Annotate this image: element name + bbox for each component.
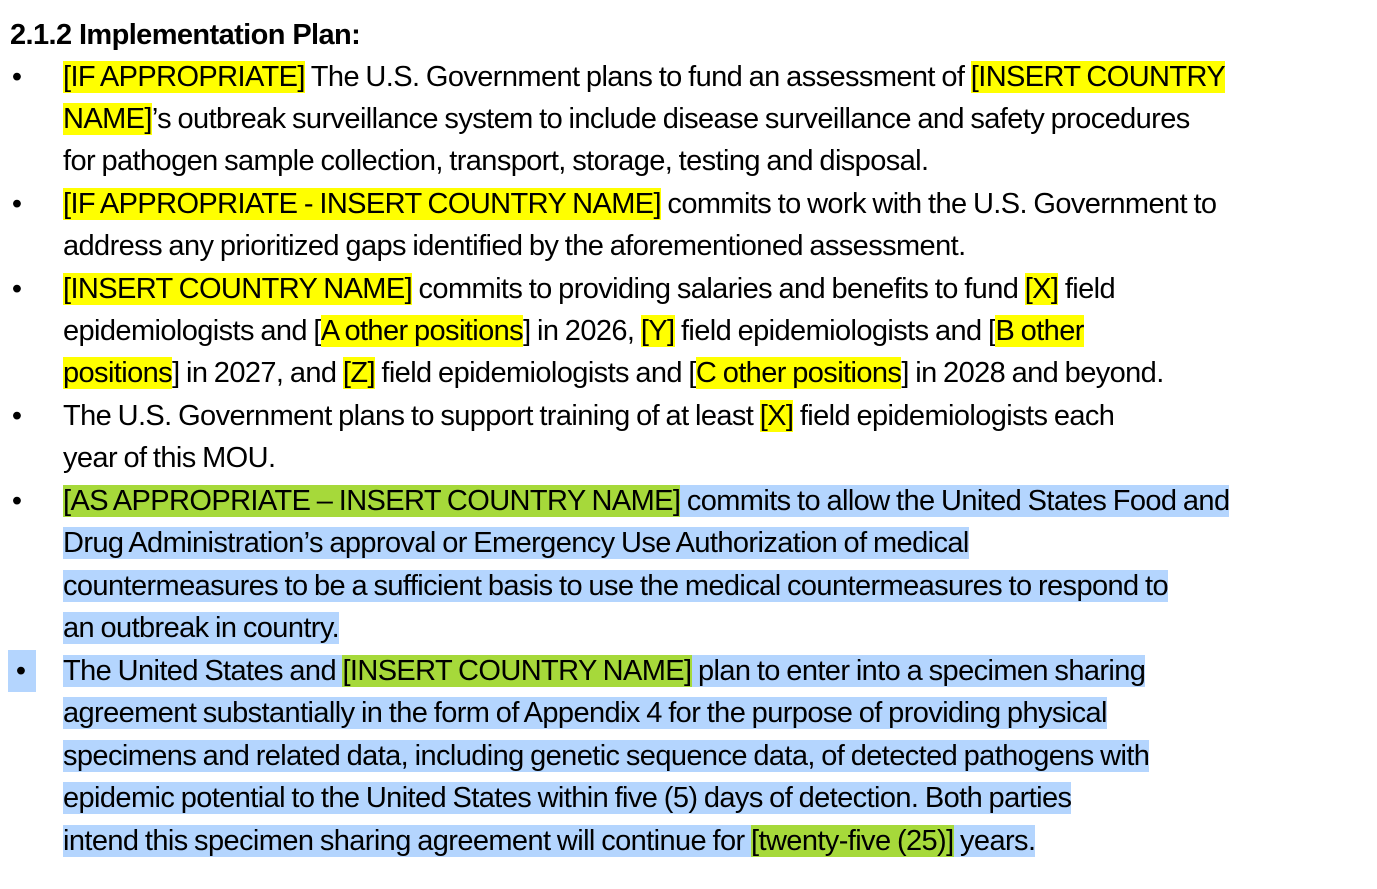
bullet-icon: •	[11, 400, 23, 432]
paragraph-line[interactable]	[63, 56, 1225, 98]
selected-text-run: countermeasures to be a sufficient basis to use the medical countermeasures to respond to	[63, 570, 1168, 602]
bullet-icon: •	[8, 650, 36, 692]
text-run: year of this MOU.	[63, 442, 276, 474]
text-run: commits to work with the U.S. Government to	[660, 188, 1217, 220]
placeholder-highlight: [X]	[1024, 273, 1059, 305]
selected-text-run: intend this specimen sharing agreement will continue for	[63, 825, 752, 857]
bullet-icon: •	[11, 273, 23, 305]
text-run: ] in 2027, and	[172, 357, 343, 389]
placeholder-highlight: [INSERT COUNTRY NAME]	[63, 273, 413, 305]
placeholder-highlight: [AS APPROPRIATE – INSERT COUNTRY NAME]	[63, 485, 681, 517]
placeholder-highlight: A other positions	[320, 315, 524, 347]
bullet-icon: •	[11, 61, 23, 93]
placeholder-highlight: NAME]	[63, 103, 152, 135]
placeholder-highlight: [INSERT COUNTRY	[970, 61, 1226, 93]
placeholder-highlight: positions	[63, 357, 173, 389]
selected-text-run: an outbreak in country.	[63, 612, 340, 644]
text-run: The U.S. Government plans to fund an assessment of	[304, 61, 971, 93]
bullet-icon: •	[11, 485, 23, 517]
paragraph-line[interactable]	[63, 735, 1149, 777]
selected-text-run: plan to enter into a specimen sharing	[691, 655, 1146, 687]
paragraph-line[interactable]	[63, 310, 1084, 352]
paragraph-line[interactable]	[63, 565, 1168, 607]
placeholder-highlight: [Y]	[640, 315, 675, 347]
bullet-icon: •	[11, 188, 23, 220]
section-heading: 2.1.2 Implementation Plan:	[10, 19, 361, 51]
placeholder-highlight: [twenty-five (25)]	[751, 825, 954, 857]
paragraph-line[interactable]	[63, 820, 1035, 862]
text-run: field	[1058, 273, 1116, 305]
paragraph-line[interactable]	[63, 268, 1115, 310]
text-run: ] in 2026,	[523, 315, 641, 347]
placeholder-highlight: B other	[995, 315, 1084, 347]
paragraph-line[interactable]	[63, 183, 1216, 225]
paragraph-line[interactable]	[63, 98, 1190, 140]
text-run: The U.S. Government plans to support training of at least	[63, 400, 760, 432]
selected-text-run: epidemic potential to the United States within five (5) days of detection. Both parties	[63, 782, 1072, 814]
paragraph-line[interactable]	[63, 607, 339, 649]
paragraph-line[interactable]	[63, 140, 928, 182]
text-run: ’s outbreak surveillance system to include disease surveillance and safety procedures	[151, 103, 1190, 135]
selected-text-run: commits to allow the United States Food and	[680, 485, 1230, 517]
text-run: for pathogen sample collection, transport, storage, testing and disposal.	[63, 145, 929, 177]
text-run: field epidemiologists and [	[374, 357, 696, 389]
paragraph-line[interactable]	[63, 650, 1145, 692]
selected-text-run: Drug Administration’s approval or Emergency Use Authorization of medical	[63, 527, 969, 559]
placeholder-highlight: [X]	[759, 400, 794, 432]
paragraph-line[interactable]	[63, 480, 1229, 522]
selected-text-run: specimens and related data, including genetic sequence data, of detected pathogens with	[63, 740, 1150, 772]
paragraph-line[interactable]	[63, 395, 1114, 437]
placeholder-highlight: C other positions	[695, 357, 902, 389]
placeholder-highlight: [IF APPROPRIATE - INSERT COUNTRY NAME]	[63, 188, 661, 220]
paragraph-line[interactable]	[63, 522, 969, 564]
text-run: address any prioritized gaps identified by the aforementioned assessment.	[63, 230, 966, 262]
text-run: ] in 2028 and beyond.	[901, 357, 1164, 389]
placeholder-highlight: [IF APPROPRIATE]	[63, 61, 305, 93]
text-run: epidemiologists and [	[63, 315, 321, 347]
paragraph-line[interactable]	[63, 777, 1071, 819]
selected-text-run: years.	[953, 825, 1036, 857]
paragraph-line[interactable]	[63, 437, 275, 479]
text-run: field epidemiologists and [	[674, 315, 996, 347]
selected-text-run: agreement substantially in the form of Appendix 4 for the purpose of providing physical	[63, 697, 1107, 729]
text-run: field epidemiologists each	[793, 400, 1115, 432]
selected-text-run: The United States and	[63, 655, 343, 687]
paragraph-line[interactable]	[63, 225, 966, 267]
placeholder-highlight: [Z]	[342, 357, 375, 389]
paragraph-line[interactable]	[63, 692, 1107, 734]
text-run: commits to providing salaries and benefits to fund	[412, 273, 1025, 305]
placeholder-highlight: [INSERT COUNTRY NAME]	[342, 655, 692, 687]
paragraph-line[interactable]	[63, 352, 1164, 394]
